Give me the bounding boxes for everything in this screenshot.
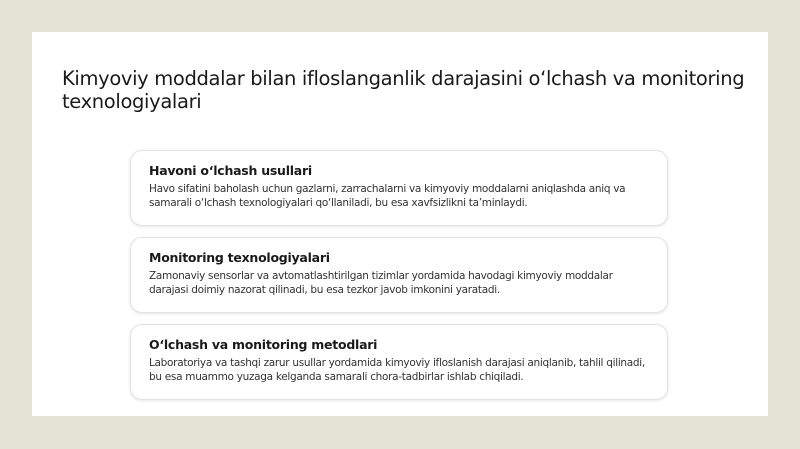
card-title: Monitoring texnologiyalari [149, 250, 330, 265]
info-card-monitoring-technologies [130, 237, 668, 313]
info-card-measurement-methods [130, 324, 668, 400]
card-text: Havo sifatini baholash uchun gazlarni, zarrachalarni va kimyoviy moddalarni aniqlashda aniq va samarali o‘lchash texnologiyalari qo‘llaniladi, bu esa xavfsizlikni ta’minlaydi. [149, 183, 626, 209]
slide-title: Kimyoviy moddalar bilan ifloslanganlik darajasini o‘lchash va monitoring texnologiyalari [62, 67, 745, 113]
card-title: O‘lchash va monitoring metodlari [149, 337, 378, 352]
slide [32, 32, 768, 416]
card-text: Laboratoriya va tashqi zarur usullar yordamida kimyoviy ifloslanish darajasi aniqlanib, tahlil qilinadi, bu esa muammo yuzaga kelganda samarali chora-tadbirlar ishlab chiqiladi. [149, 357, 645, 383]
card-text: Zamonaviy sensorlar va avtomatlashtirilgan tizimlar yordamida havodagi kimyoviy moddalar darajasi doimiy nazorat qilinadi, bu esa tezkor javob imkonini yaratadi. [149, 270, 613, 296]
card-title: Havoni o‘lchash usullari [149, 163, 312, 178]
info-card-air-measurement [130, 150, 668, 226]
